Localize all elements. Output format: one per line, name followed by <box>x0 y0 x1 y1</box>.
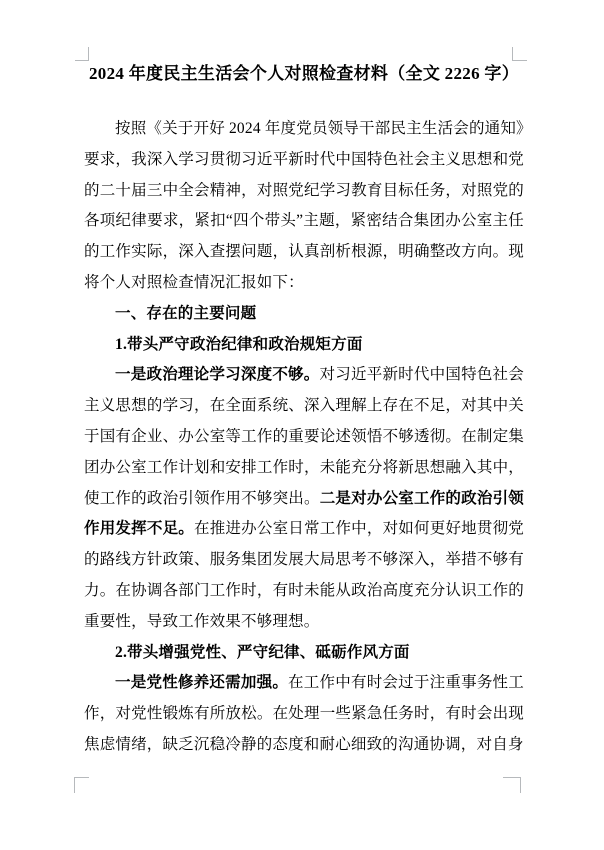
paragraph <box>84 360 524 637</box>
text-area <box>84 60 524 761</box>
paragraph <box>84 114 524 299</box>
text-run: 二是对办公室工作的政治引领作用发挥不足。 <box>84 489 524 538</box>
document-body <box>84 114 524 761</box>
text-run: 2.带头增强党性、严守纪律、砥砺作风方面 <box>115 643 410 661</box>
text-boundary-mark-bottom-left <box>74 777 89 793</box>
text-run: 按照《关于开好 2024 年度党员领导干部民主生活会的通知》要求，我深入学习贯彻习近平新时代中国特色社会主义思想和党的二十届三中全会精神，对照党纪学习教育目标任务，对照党的各项纪律要求，紧扣“四个带头”主题，紧密结合集团办公室主任的工作实际，深入查摆问题，认真剖析根源，明确整改方向。现将个人对照检查情况汇报如下： <box>84 120 525 291</box>
text-boundary-mark-top-left <box>75 47 89 61</box>
section-heading <box>84 299 524 330</box>
text-run: 一是政治理论学习深度不够。 <box>115 366 320 384</box>
paragraph <box>84 668 524 760</box>
text-run: 在工作中有时会过于注重事务性工作，对党性锻炼有所放松。在处理一些紧急任务时，有时会出现焦虑情绪，缺乏沉稳冷静的态度和耐心细致的沟通协调，对自身 <box>84 674 524 753</box>
document-title: 2024 年度民主生活会个人对照检查材料（全文 2226 字） <box>88 64 520 83</box>
text-run: 1.带头严守政治纪律和政治规矩方面 <box>115 335 363 353</box>
text-run: 一、存在的主要问题 <box>115 304 257 322</box>
text-run: 对习近平新时代中国特色社会主义思想的学习，在全面系统、深入理解上存在不足，对其中关于国有企业、办公室等工作的重要论述领悟不够透彻。在制定集团办公室工作计划和安排工作时，未能充分将新思想融入其中，使工作的政治引领作用不够突出。 <box>84 366 524 507</box>
text-run: 在推进办公室日常工作中，对如何更好地贯彻党的路线方针政策、服务集团发展大局思考不够深入，举措不够有力。在协调各部门工作时，有时未能从政治高度充分认识工作的重要性，导致工作效果不够理想。 <box>84 520 525 630</box>
section-heading <box>84 330 524 361</box>
text-run: 一是党性修养还需加强。 <box>115 674 289 692</box>
text-boundary-mark-top-right <box>512 47 527 61</box>
text-boundary-mark-bottom-right <box>503 777 521 793</box>
section-heading <box>84 638 524 669</box>
